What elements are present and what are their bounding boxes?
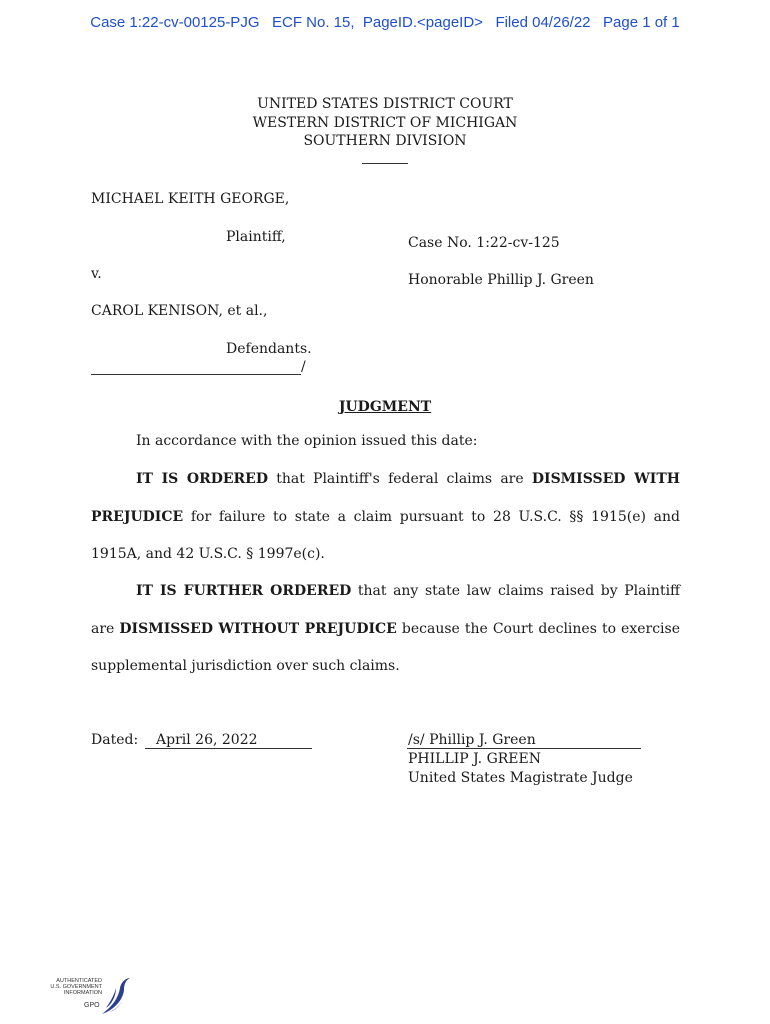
order2-text2: because the Court declines to exercise supplemental jurisdiction over such claims.	[91, 620, 680, 674]
court-division: SOUTHERN DIVISION	[303, 133, 467, 149]
caption-rule	[91, 358, 301, 375]
court-name: UNITED STATES DISTRICT COURT	[257, 96, 513, 112]
seal-mark: GPO	[84, 1002, 100, 1009]
versus: v.	[91, 266, 102, 282]
seal-line-2: U.S. GOVERNMENT	[50, 984, 102, 990]
seal-line-1: AUTHENTICATED	[56, 978, 102, 984]
judge-printed-name: PHILLIP J. GREEN	[408, 751, 541, 767]
order1-text2: for failure to state a claim pursuant to 28 U.S.C. §§ 1915(e) and 1915A, and 42 U.S.C. § 1997e(c).	[91, 508, 680, 562]
order2-disposition: DISMISSED WITHOUT PREJUDICE	[119, 620, 397, 637]
signature-date: April 26, 2022	[156, 732, 258, 748]
eagle-icon	[96, 974, 132, 1018]
order2-text1: that any state law claims raised by Plaintiff are	[91, 583, 680, 637]
court-district: WESTERN DISTRICT OF MICHIGAN	[252, 114, 518, 131]
ecf-header-stamp: Case 1:22-cv-00125-PJG ECF No. 15, PageID.<pageID> Filed 04/26/22 Page 1 of 1	[90, 14, 680, 31]
order1-disposition: DISMISSED WITH PREJUDICE	[91, 471, 680, 525]
order1-lead: IT IS ORDERED	[136, 471, 268, 487]
electronic-signature: /s/ Phillip J. Green	[408, 732, 536, 748]
defendant-name: CAROL KENISON, et al.,	[91, 303, 268, 319]
intro-text: In accordance with the opinion issued this date:	[136, 433, 478, 449]
order-paragraph-2	[91, 573, 680, 686]
dated-label: Dated:	[91, 732, 139, 748]
judge-name: Honorable Phillip J. Green	[408, 272, 594, 288]
order-paragraph-1	[91, 461, 680, 574]
case-number: Case No. 1:22-cv-125	[408, 235, 560, 251]
document-title: JUDGMENT	[338, 399, 432, 415]
gpo-authentication-seal	[44, 974, 134, 1018]
order2-lead: IT IS FURTHER ORDERED	[136, 583, 352, 599]
caption-slash: /	[301, 359, 306, 375]
seal-line-3: INFORMATION	[63, 990, 102, 996]
defendant-role: Defendants.	[226, 341, 312, 357]
heading-rule	[362, 157, 408, 164]
court-heading	[0, 95, 770, 169]
judge-title: United States Magistrate Judge	[408, 770, 633, 786]
order1-text1: that Plaintiff's federal claims are	[268, 471, 532, 487]
plaintiff-role: Plaintiff,	[226, 229, 286, 245]
plaintiff-name: MICHAEL KEITH GEORGE,	[91, 191, 290, 207]
